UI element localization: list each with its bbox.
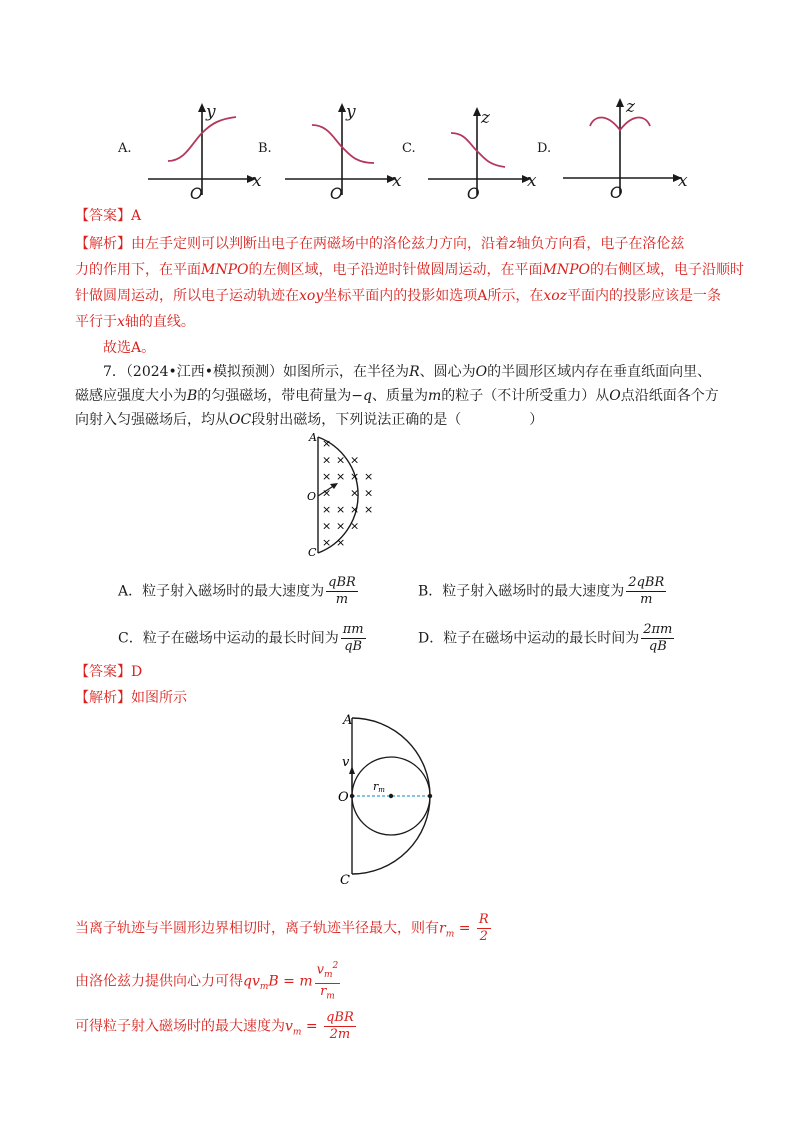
q7-stem-line-3: 向射入匀强磁场后，均从OC段射出磁场，下列说法正确的是（ ）	[75, 412, 544, 428]
tangent-point-dot	[428, 794, 432, 798]
origin-label: O	[190, 184, 203, 203]
origin-label: O	[467, 184, 480, 203]
graph-option-a	[140, 95, 265, 205]
field-cross-icon: ×	[336, 519, 346, 533]
horizontal-axis-label: x	[392, 171, 402, 191]
q6-analysis-line-2: 力的作用下，在平面MNPO的左侧区域，电子沿逆时针做圆周运动，在平面MNPO的右侧区域，电子沿顺时	[75, 262, 744, 278]
z-axis-arrow-icon	[616, 98, 624, 107]
q7-analysis-figure	[335, 710, 465, 890]
field-cross-icon: ×	[364, 470, 374, 483]
horizontal-axis-label: x	[678, 171, 688, 191]
q7-answer: 【答案】D	[75, 664, 143, 680]
field-cross-icon: ×	[322, 486, 332, 500]
field-cross-icon: ×	[336, 470, 346, 483]
q7-stem-line-1: 7．（2024•江西•模拟预测）如图所示，在半径为R、圆心为O的半圆形区域内存在垂直纸面向里、	[103, 364, 712, 380]
q7-option-d: D．粒子在磁场中运动的最长时间为 $\frac{2\pi m}{qB}$	[418, 622, 673, 654]
field-cross-icon: ×	[322, 503, 332, 516]
q7-analysis-intro: 【解析】如图所示	[75, 690, 187, 706]
trajectory-curve	[451, 133, 505, 167]
y-axis-arrow-icon	[198, 103, 206, 112]
circle-center-dot	[389, 794, 393, 798]
analysis-tag: 【解析】	[75, 236, 131, 252]
field-cross-icon: ×	[322, 536, 332, 549]
velocity-label: v	[342, 755, 350, 770]
field-cross-icon: ×	[336, 536, 346, 549]
vertical-axis-label: z	[481, 108, 490, 128]
field-cross-icon: ×	[322, 470, 332, 483]
field-cross-icon: ×	[336, 503, 346, 516]
field-cross-icon: ×	[322, 519, 332, 533]
q6-analysis-line-4: 平行于x轴的直线。	[75, 314, 195, 330]
vertical-axis-label: y	[206, 102, 216, 122]
q7-option-c: C．粒子在磁场中运动的最长时间为 $\frac{\pi m}{qB}$	[118, 622, 364, 654]
y-axis-arrow-icon	[338, 103, 346, 112]
q6-conclusion: 故选A。	[103, 340, 156, 356]
analysis-tag: 【解析】	[75, 690, 131, 706]
field-cross-icon: ×	[322, 437, 332, 450]
field-cross-icon: ×	[322, 453, 332, 467]
field-cross-icon: ×	[364, 486, 374, 500]
point-a-label: A	[309, 431, 317, 444]
q7-option-b: B．粒子射入磁场时的最大速度为 $\frac{\text{2qBR}}{m}$	[418, 575, 665, 607]
origin-label: O	[330, 184, 343, 203]
point-o-label: O	[338, 790, 349, 805]
point-a-label: A	[343, 713, 353, 728]
field-cross-icon: ×	[350, 486, 360, 500]
point-o-label: O	[307, 490, 317, 503]
q7-magnetic-field-figure	[300, 430, 390, 560]
field-crosses	[322, 437, 373, 549]
q6-analysis-line-1: 【解析】由左手定则可以判断出电子在两磁场中的洛伦兹力方向，沿着z轴负方向看，电子在洛伦兹	[75, 236, 685, 252]
point-c-label: C	[340, 873, 350, 888]
q7-analysis-line-2: 由洛伦兹力提供向心力可得$qv_mB = m$ $\frac{v_m^2}{r_m}$	[75, 958, 340, 1005]
graph-option-b-label: B.	[258, 141, 272, 156]
graph-option-b	[280, 95, 405, 205]
field-cross-icon: ×	[350, 470, 360, 483]
arrow-head-icon	[349, 766, 355, 774]
z-axis-arrow-icon	[473, 107, 481, 116]
graph-option-d-label: D.	[537, 141, 552, 156]
radius-label: rm	[373, 780, 385, 794]
field-cross-icon: ×	[350, 519, 360, 533]
q6-answer: 【答案】A	[75, 208, 142, 224]
q7-option-a: A．粒子射入磁场时的最大速度为 $\frac{\text{qBR}}{m}$	[118, 575, 356, 607]
field-cross-icon: ×	[364, 503, 374, 516]
graph-option-a-label: A.	[118, 141, 132, 156]
graph-option-d	[560, 90, 690, 205]
field-cross-icon: ×	[336, 453, 346, 467]
q7-analysis-line-3: 可得粒子射入磁场时的最大速度为$v_m$ = $\frac{\text{qBR}}{2m}$	[75, 1010, 354, 1042]
field-cross-icon: ×	[350, 453, 360, 467]
graph-option-c	[425, 95, 540, 205]
vertical-axis-label: y	[346, 102, 356, 122]
field-cross-icon: ×	[350, 503, 360, 516]
trajectory-curve	[312, 125, 374, 163]
q7-analysis-line-1: 当离子轨迹与半圆形边界相切时，离子轨迹半径最大，则有$r_m$ = $\frac{R}{2}$	[75, 912, 489, 944]
vertical-axis-label: z	[626, 97, 635, 117]
origin-label: O	[610, 183, 623, 202]
q6-analysis-line-3: 针做圆周运动，所以电子运动轨迹在xoy坐标平面内的投影如选项A所示，在xoz平面内的投影应该是一条	[75, 288, 722, 304]
q7-stem-line-2: 磁感应强度大小为B的匀强磁场，带电荷量为−q、质量为m的粒子（不计所受重力）从O点沿纸面各个方	[75, 388, 719, 404]
graph-option-c-label: C.	[402, 141, 416, 156]
point-o-dot	[350, 794, 354, 798]
horizontal-axis-label: x	[252, 171, 262, 191]
point-c-label: C	[308, 546, 317, 559]
horizontal-axis-label: x	[527, 171, 537, 191]
